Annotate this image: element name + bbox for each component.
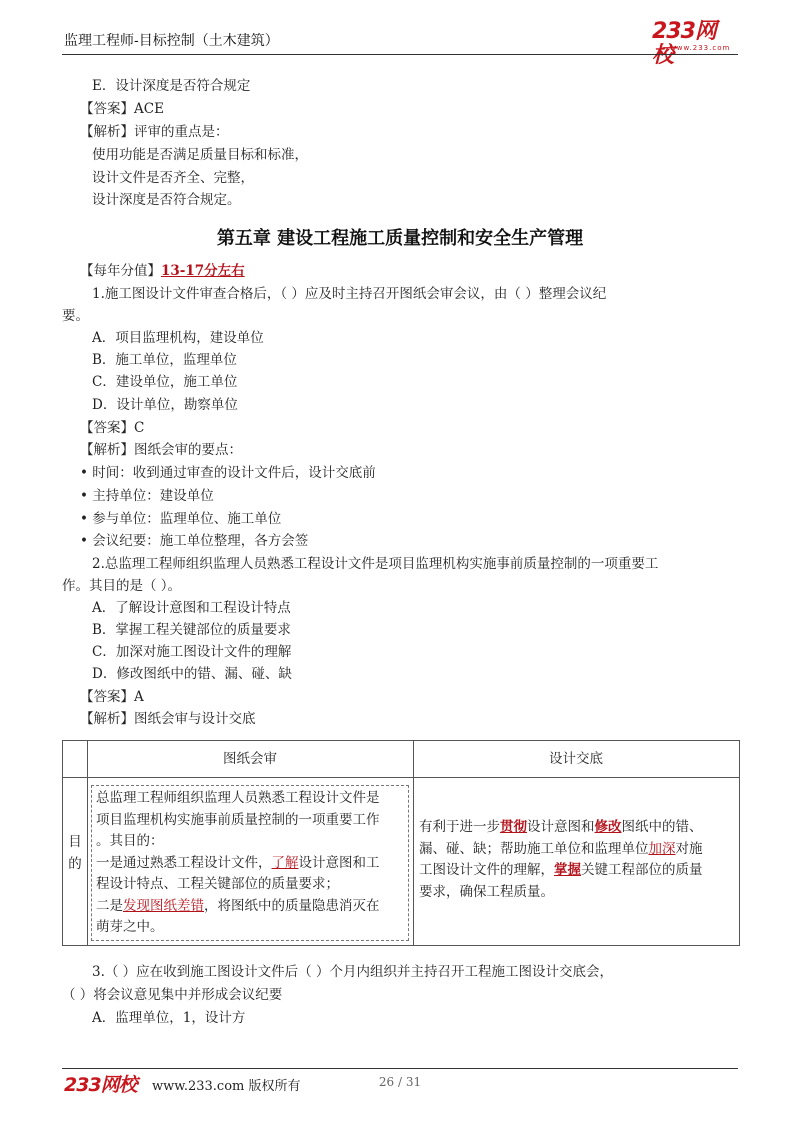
row-header-char: 目 xyxy=(68,834,82,850)
q1-option-c: C．建设单位，施工单位 xyxy=(92,374,238,390)
cell-keyword: 修改 xyxy=(594,819,622,835)
q2-stem: 2.总监理工程师组织监理人员熟悉工程设计文件是项目监理机构实施事前质量控制的一项重要工 xyxy=(92,556,659,572)
cell-line: 程设计特点、工程关键部位的质量要求； xyxy=(96,876,339,892)
q1-stem-cont: 要。 xyxy=(62,308,89,324)
table-row-header xyxy=(63,831,87,875)
q1-option-d: D．设计单位，勘察单位 xyxy=(92,397,238,413)
table-cell-review xyxy=(91,785,409,941)
q2-option-d: D．修改图纸中的错、漏、碰、缺 xyxy=(92,666,292,682)
cell-keyword: 加深 xyxy=(648,840,676,857)
footer-logo[interactable]: 233网校 xyxy=(64,1074,137,1096)
analysis-line: 设计文件是否齐全、完整， xyxy=(92,170,254,186)
logo-url: www.233.com xyxy=(670,44,731,52)
q2-answer xyxy=(80,687,144,707)
q2-analysis xyxy=(80,709,256,729)
footer-copyright: www.233.com 版权所有 xyxy=(152,1079,301,1094)
q2-stem-cont: 作。其目的是（ ）。 xyxy=(62,578,182,594)
cell-keyword: 贯彻 xyxy=(500,819,527,835)
analysis-label: 【解析】 xyxy=(80,442,134,458)
cell-line: 总监理工程师组织监理人员熟悉工程设计文件是 xyxy=(96,790,380,806)
q2-option-a: A．了解设计意图和工程设计特点 xyxy=(92,600,291,616)
analysis-text: 图纸会审与设计交底 xyxy=(134,711,256,727)
analysis-text: 图纸会审的要点： xyxy=(134,442,242,458)
cell-text: 关键工程部位的质量 xyxy=(581,862,703,878)
cell-text: 设计意图和工 xyxy=(298,854,380,871)
analysis-label: 【解析】 xyxy=(80,711,134,727)
table-header-review: 图纸会审 xyxy=(223,751,277,767)
q1-option-b: B．施工单位，监理单位 xyxy=(92,352,237,368)
chapter-title: 第五章 建设工程施工质量控制和安全生产管理 xyxy=(216,228,584,249)
footer-divider xyxy=(62,1068,738,1069)
q3-stem: 3.（ ）应在收到施工图设计文件后（ ）个月内组织并主持召开工程施工图设计交底会， xyxy=(92,964,613,980)
cell-text: 图纸中的错、 xyxy=(621,819,703,835)
cell-line: 。其目的： xyxy=(96,833,164,849)
cell-text: 工图设计文件的理解， xyxy=(419,862,554,878)
q1-bullet: • 会议纪要：施工单位整理，各方会签 xyxy=(80,533,309,549)
answer-value: ACE xyxy=(134,101,164,117)
q3-stem-cont: （ ）将会议意见集中并形成会议纪要 xyxy=(62,987,283,1003)
answer-value: A xyxy=(134,689,144,705)
prev-answer xyxy=(80,99,164,119)
comparison-table xyxy=(62,740,740,946)
score-line xyxy=(80,261,245,281)
table-cell-disclosure xyxy=(419,817,737,903)
cell-text: 有利于进一步 xyxy=(419,819,500,835)
prev-analysis xyxy=(80,122,229,142)
q1-stem: 1.施工图设计文件审查合格后，（ ）应及时主持召开图纸会审会议，由（ ）整理会议纪 xyxy=(92,286,607,302)
page-number: 26 / 31 xyxy=(378,1075,422,1089)
analysis-text: 评审的重点是： xyxy=(134,124,229,140)
score-label: 【每年分值】 xyxy=(80,263,161,279)
cell-keyword: 掌握 xyxy=(554,862,581,878)
cell-line xyxy=(419,860,737,882)
cell-line: 项目监理机构实施事前质量控制的一项重要工作 xyxy=(96,811,380,828)
cell-text: 一是通过熟悉工程设计文件， xyxy=(96,854,272,871)
option-e: E．设计深度是否符合规定 xyxy=(92,78,251,94)
cell-line xyxy=(96,853,404,875)
header-title: 监理工程师-目标控制（土木建筑） xyxy=(64,33,279,49)
analysis-line: 设计深度是否符合规定。 xyxy=(92,192,241,208)
answer-label: 【答案】 xyxy=(80,101,134,117)
analysis-label: 【解析】 xyxy=(80,124,134,140)
table-header-disclosure: 设计交底 xyxy=(549,751,603,767)
answer-label: 【答案】 xyxy=(80,420,134,436)
q1-analysis xyxy=(80,440,242,460)
table-header-divider xyxy=(63,777,739,778)
q2-option-b: B．掌握工程关键部位的质量要求 xyxy=(92,622,291,638)
cell-keyword: 了解 xyxy=(271,854,299,871)
cell-text: 设计意图和 xyxy=(527,819,595,835)
cell-line xyxy=(419,817,737,839)
cell-keyword: 发现图纸差错 xyxy=(123,897,204,914)
answer-label: 【答案】 xyxy=(80,689,134,705)
cell-line xyxy=(96,896,404,918)
q1-option-a: A．项目监理机构，建设单位 xyxy=(92,330,264,346)
q1-bullet: • 参与单位：监理单位、施工单位 xyxy=(80,511,282,527)
cell-text: ，将图纸中的质量隐患消灭在 xyxy=(204,897,380,914)
q2-option-c: C．加深对施工图设计文件的理解 xyxy=(92,644,292,660)
q1-bullet: • 主持单位：建设单位 xyxy=(80,488,214,504)
analysis-line: 使用功能是否满足质量目标和标准， xyxy=(92,147,308,163)
score-value: 13-17分左右 xyxy=(161,263,245,279)
q3-option-a: A．监理单位，1，设计方 xyxy=(92,1010,246,1026)
row-header-char: 的 xyxy=(68,856,82,872)
cell-text: 二是 xyxy=(96,897,123,914)
cell-text: 对施 xyxy=(675,840,703,857)
brand-logo[interactable] xyxy=(652,19,732,68)
cell-line: 萌芽之中。 xyxy=(96,919,164,935)
header-divider xyxy=(62,54,738,55)
logo-text: 233网校 xyxy=(652,19,716,68)
cell-text: 漏、碰、缺；帮助施工单位和监理单位 xyxy=(419,840,649,857)
cell-line xyxy=(419,839,737,861)
q1-bullet: • 时间：收到通过审查的设计文件后，设计交底前 xyxy=(80,465,376,481)
cell-line: 要求，确保工程质量。 xyxy=(419,883,554,900)
q1-answer xyxy=(80,418,144,438)
answer-value: C xyxy=(134,420,145,436)
